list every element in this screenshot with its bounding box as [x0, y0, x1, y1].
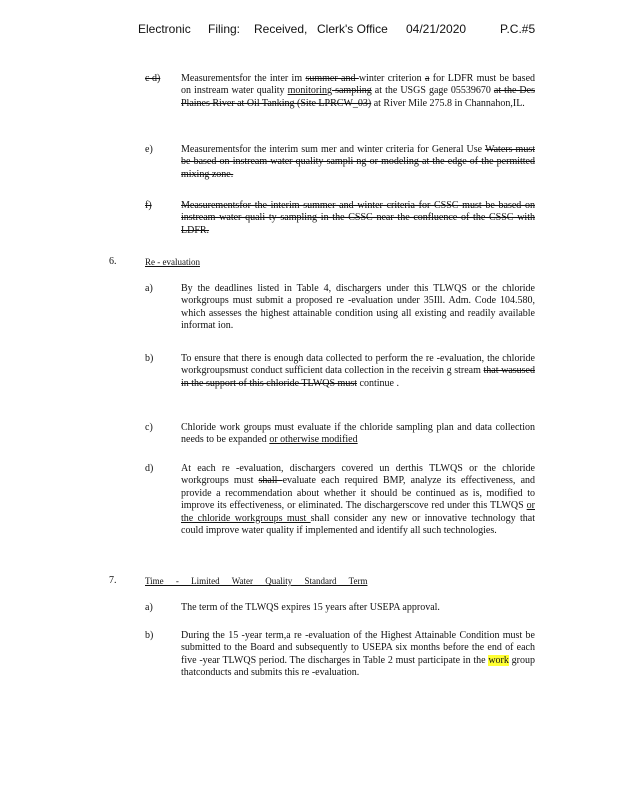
section-7-title: Time - Limited Water Quality Standard Term	[145, 576, 368, 586]
section-7a-text: The term of the TLWQS expires 15 years after USEPA approval.	[181, 602, 440, 613]
page-header	[138, 22, 538, 38]
item-e-text	[181, 144, 535, 181]
section-6d-label: d)	[145, 463, 154, 474]
deleted-text: at the Des Plaines River at Oil Tanking (Site LPRCW_03)	[181, 85, 535, 109]
section-6-number: 6.	[109, 256, 117, 267]
inserted-text: or otherwise modified	[269, 434, 358, 446]
text-run: Chloride work groups must evaluate if the chloride sampling plan and data collection needs to be expanded	[181, 422, 535, 446]
header-received: Received,	[254, 22, 308, 36]
item-f-label: f)	[145, 200, 152, 211]
text-run: During the 15 -year term,a re -evaluation of the Highest Attainable Condition must be submitted to the Board and subsequently to USEPA six months before the end of each five -year TLWQS period. The discharges in Table 2 must participate in the	[181, 630, 535, 666]
section-6-title: Re - evaluation	[145, 257, 200, 267]
header-electronic: Electronic	[138, 22, 191, 36]
deleted-text: sampling	[332, 85, 372, 97]
item-f-text: Measurementsfor the interim summer and winter criteria for CSSC must be based on instream water quali ty sampling in the CSSC near the confluence of the CSSC with LDFR.	[181, 200, 535, 236]
text-run: continue .	[357, 377, 399, 389]
section-6d-text	[181, 463, 535, 537]
section-6b-text	[181, 353, 535, 390]
header-pc-number: P.C.#5	[500, 22, 536, 36]
section-6c-text	[181, 422, 535, 447]
section-6a-text: By the deadlines listed in Table 4, dischargers under this TLWQS or the chloride workgroups must submit a proposed re -evaluation under 35Ill. Adm. Code 104.580, which assesses the highest attainable condition using all existing and readily available informat ion.	[181, 283, 535, 332]
deleted-text: a	[424, 73, 430, 84]
text-run: At each re -evaluation, dischargers covered un derthis TLWQS or the chloride workgroups must	[181, 463, 535, 487]
inserted-text: or the chloride workgroups must	[181, 500, 535, 524]
text-run: for LDFR must be based on instream water quality	[181, 73, 536, 97]
text-run: at River Mile 275.8 in Channahon,IL.	[371, 97, 525, 109]
header-date: 04/21/2020	[406, 22, 467, 36]
header-filing: Filing:	[208, 22, 241, 36]
inserted-text: monitoring	[287, 85, 333, 97]
section-7a-label: a)	[145, 602, 153, 613]
text-run: evaluate each required BMP, analyze its effectiveness, and provide a recommendation about whether it should be continued as is, modified to improve its effectiveness, or eliminated. The dischargerscove red under this TLWQS	[181, 475, 536, 512]
text-run: shall consider any new or innovative technology that could improve water quality if implemented and identify all such technologies.	[181, 512, 535, 537]
text-run: group thatconducts and submits this re -evaluation.	[181, 654, 535, 679]
text-run: To ensure that there is enough data collected to perform the re -evaluation, the chloride workgroupsmust conduct sufficient data collection in the receivin g stream	[181, 353, 535, 377]
section-7b-label: b)	[145, 630, 154, 641]
deleted-text: shall	[258, 475, 283, 487]
section-6b-label: b)	[145, 353, 154, 364]
text-run: Measurementsfor the interim sum mer and winter criteria for General Use	[181, 144, 485, 155]
text-run: at the USGS gage 05539670	[371, 85, 494, 97]
deleted-text: summer and	[305, 73, 359, 84]
text-run: Measurementsfor the inter im	[181, 73, 306, 84]
section-7-number: 7.	[109, 575, 117, 586]
section-6a-label: a)	[145, 283, 153, 294]
deleted-text: Waters must be based on instream water quality sampli ng or modeling at the edge of the permitted mixing zone.	[181, 144, 535, 180]
deleted-text: that wasused in the support of this chloride TLWQS must	[181, 365, 535, 389]
text-run: winter criterion	[358, 73, 425, 84]
header-clerks-office: Clerk's Office	[317, 22, 388, 36]
item-e-label: e)	[145, 144, 153, 155]
highlighted-text: work	[488, 654, 509, 666]
section-6c-label: c)	[145, 422, 153, 433]
item-d-text	[181, 73, 535, 110]
section-7b-text	[181, 630, 535, 680]
item-d-label: c d)	[145, 73, 161, 84]
